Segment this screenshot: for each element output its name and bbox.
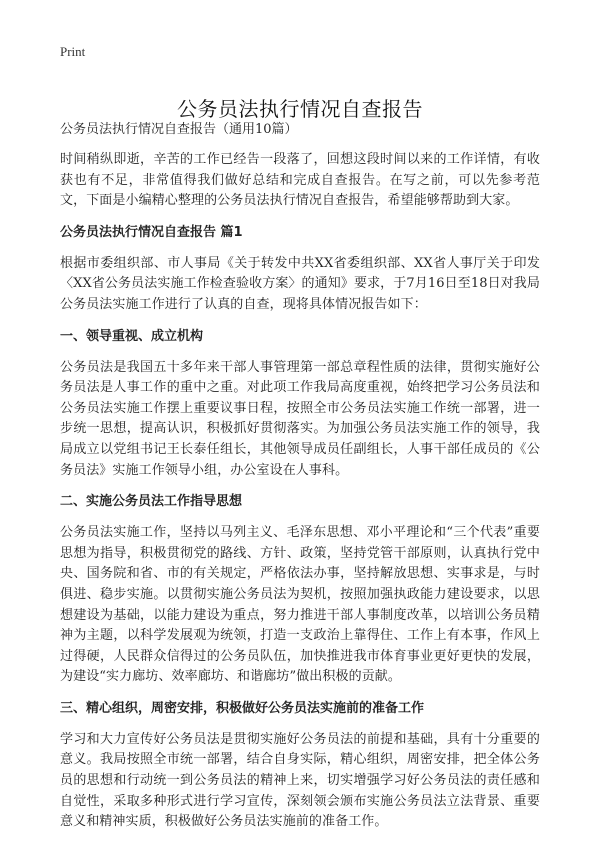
document-body	[60, 120, 540, 844]
part-heading-2: 二、实施公务员法工作指导思想	[60, 494, 243, 510]
part-heading-3: 三、精心组织，周密安排，积极做好公务员法实施前的准备工作	[60, 700, 425, 716]
part-paragraph-2: 公务员法实施工作，坚持以马列主义、毛泽东思想、邓小平理论和“三个代表”重要思想为指导，积极贯彻党的路线、方针、政策，坚持党管干部原则，认真执行党中央、国务院和省、市的有关规定，严格依法办事，坚持解放思想、实事求是，与时俱进、稳步实施。以贯彻实施公务员法为契机，按照加强执政能力建设要求，以思想建设为基础，以能力建设为重点，努力推进干部人事制度改革，以培训公务员精神为主题，以科学发展观为统领，打造一支政治上靠得住、工作上有本事，作风上过得硬，人民群众信得过的公务员队伍，加快推进我市体育事业更好更快的发展，为建设“实力廊坊、效率廊坊、和谐廊坊”做出积极的贡献。	[60, 525, 540, 685]
part-paragraph-3: 学习和大力宣传好公务员法是贯彻实施好公务员法的前提和基础，具有十分重要的意义。我局按照全市统一部署，结合自身实际，精心组织，周密安排，把全体公务员的思想和行动统一到公务员法的精神上来，切实增强学习好公务员法的责任感和自觉性，采取多种形式进行学习宣传，深刻领会颁布实施公务员法立法背景、重要意义和精神实质，积极做好公务员法实施前的准备工作。	[60, 731, 540, 830]
document-subtitle: 公务员法执行情况自查报告（通用10篇）	[60, 122, 298, 137]
page-title: 公务员法执行情况自查报告	[177, 97, 423, 122]
section-intro-paragraph: 根据市委组织部、市人事局《关于转发中共XX省委组织部、XX省人事厅关于印发〈XX省公务员法实施工作检查验收方案〉的通知》要求，于7月16日至18日对我局公务员法实施工作进行了认真的自查，现将具体情况报告如下：	[60, 255, 540, 312]
section-title: 公务员法执行情况自查报告 篇1	[60, 224, 243, 240]
print-link[interactable]: Print	[60, 44, 86, 59]
intro-paragraph: 时间稍纵即逝，辛苦的工作已经告一段落了，回想这段时间以来的工作详情，有收获也有不足，非常值得我们做好总结和完成自查报告。在写之前，可以先参考范文，下面是小编精心整理的公务员法执行情况自查报告，希望能够帮助到大家。	[60, 152, 540, 209]
part-heading-1: 一、领导重视、成立机构	[60, 328, 204, 344]
part-paragraph-1: 公务员法是我国五十多年来干部人事管理第一部总章程性质的法律，贯彻实施好公务员法是人事工作的重中之重。对此项工作我局高度重视，始终把学习公务员法和公务员法实施工作摆上重要议事日程，按照全市公务员法实施工作统一部署，进一步统一思想，提高认识，积极抓好贯彻落实。为加强公务员法实施工作的领导，我局成立以党组书记王长泰任组长，其他领导成员任副组长，人事干部任成员的《公务员法》实施工作领导小组，办公室设在人事科。	[60, 359, 540, 478]
